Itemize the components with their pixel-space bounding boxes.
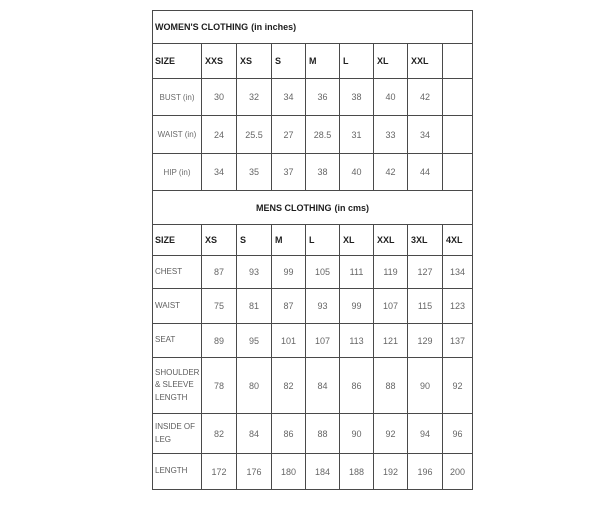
mens-section-value-cell: 107	[306, 324, 340, 358]
mens-section-value-cell: 86	[272, 414, 306, 454]
mens-section-table-row	[153, 256, 473, 289]
mens-section-table-row	[153, 324, 473, 358]
mens-section-size-header-cell: 3XL	[408, 225, 443, 256]
mens-section-value-cell: 107	[374, 289, 408, 324]
mens-section-value-cell: 82	[272, 358, 306, 414]
mens-section-row-label: SHOULDER & SLEEVE LENGTH	[153, 358, 202, 414]
mens-section-value-cell: 176	[237, 454, 272, 490]
womens-section-value-cell: 36	[306, 79, 340, 116]
womens-section-value-cell: 34	[202, 154, 237, 191]
womens-section-value-cell: 34	[272, 79, 306, 116]
womens-section-value-cell: 32	[237, 79, 272, 116]
mens-section-row-label: CHEST	[153, 256, 202, 289]
womens-section-row-label: BUST (in)	[153, 79, 202, 116]
mens-section-value-cell: 88	[306, 414, 340, 454]
mens-section-value-cell: 127	[408, 256, 443, 289]
mens-section-value-cell: 188	[340, 454, 374, 490]
mens-section-value-cell: 99	[272, 256, 306, 289]
womens-section-value-cell: 40	[374, 79, 408, 116]
womens-section-size-header-cell: SIZE	[153, 44, 202, 79]
womens-section-value-cell: 31	[340, 116, 374, 154]
mens-section-value-cell: 99	[340, 289, 374, 324]
mens-section-value-cell: 86	[340, 358, 374, 414]
womens-section-value-cell: 34	[408, 116, 443, 154]
mens-section-size-header-cell: L	[306, 225, 340, 256]
womens-section-value-cell: 24	[202, 116, 237, 154]
mens-section-table-row	[153, 454, 473, 490]
mens-section-size-header-cell: M	[272, 225, 306, 256]
mens-section-size-header-cell: XS	[202, 225, 237, 256]
womens-section-row-label: HIP (in)	[153, 154, 202, 191]
mens-section-value-cell: 92	[443, 358, 473, 414]
mens-section-value-cell: 81	[237, 289, 272, 324]
size-chart	[152, 10, 472, 490]
womens-section-size-header-cell: XXS	[202, 44, 237, 79]
womens-section-title-text: WOMEN'S CLOTHING	[155, 22, 249, 32]
womens-section-size-header-cell: XXL	[408, 44, 443, 79]
womens-section-value-cell: 38	[340, 79, 374, 116]
mens-section-value-cell: 111	[340, 256, 374, 289]
mens-section-size-header-cell: XXL	[374, 225, 408, 256]
mens-section-value-cell: 119	[374, 256, 408, 289]
womens-section-value-cell: 27	[272, 116, 306, 154]
mens-section-size-header-cell: S	[237, 225, 272, 256]
womens-section-value-cell	[443, 116, 473, 154]
womens-section-title	[153, 11, 473, 44]
mens-section-value-cell: 93	[306, 289, 340, 324]
womens-section-value-cell: 33	[374, 116, 408, 154]
mens-section-value-cell: 89	[202, 324, 237, 358]
mens-section-table-row	[153, 414, 473, 454]
mens-section-value-cell: 90	[340, 414, 374, 454]
sizing-chart-table	[152, 10, 473, 490]
womens-section-table-row	[153, 79, 473, 116]
mens-section-value-cell: 94	[408, 414, 443, 454]
mens-section-value-cell: 87	[272, 289, 306, 324]
womens-section-size-header-cell: XL	[374, 44, 408, 79]
mens-section-value-cell: 87	[202, 256, 237, 289]
mens-section-title-row	[153, 191, 473, 225]
womens-section-value-cell: 38	[306, 154, 340, 191]
womens-section-value-cell: 30	[202, 79, 237, 116]
mens-section-value-cell: 121	[374, 324, 408, 358]
womens-section-size-header-cell: L	[340, 44, 374, 79]
mens-section-value-cell: 88	[374, 358, 408, 414]
mens-section-size-header-row	[153, 225, 473, 256]
womens-section-value-cell: 35	[237, 154, 272, 191]
mens-section-table-row	[153, 358, 473, 414]
mens-section-value-cell: 105	[306, 256, 340, 289]
mens-section-value-cell: 84	[237, 414, 272, 454]
womens-section-value-cell: 42	[408, 79, 443, 116]
womens-section-size-header-cell: S	[272, 44, 306, 79]
mens-section-row-label: LENGTH	[153, 454, 202, 490]
mens-section-title-unit: (in cms)	[334, 202, 370, 213]
mens-section-value-cell: 172	[202, 454, 237, 490]
womens-section-size-header-cell	[443, 44, 473, 79]
womens-section-value-cell	[443, 79, 473, 116]
mens-section-value-cell: 180	[272, 454, 306, 490]
mens-section-value-cell: 129	[408, 324, 443, 358]
womens-section-title-row	[153, 11, 473, 44]
mens-section-value-cell: 115	[408, 289, 443, 324]
womens-section-row-label: WAIST (in)	[153, 116, 202, 154]
mens-section-value-cell: 93	[237, 256, 272, 289]
womens-section-title-unit: (in inches)	[251, 22, 297, 32]
mens-section-value-cell: 84	[306, 358, 340, 414]
mens-section-value-cell: 137	[443, 324, 473, 358]
mens-section-size-header-cell: 4XL	[443, 225, 473, 256]
mens-section-value-cell: 75	[202, 289, 237, 324]
womens-section-table-row	[153, 116, 473, 154]
mens-section-table-row	[153, 289, 473, 324]
mens-section-value-cell: 101	[272, 324, 306, 358]
mens-section-title-text: MENS CLOTHING	[256, 202, 332, 213]
sizing-chart-body	[153, 11, 473, 490]
mens-section-size-header-cell: XL	[340, 225, 374, 256]
mens-section-value-cell: 123	[443, 289, 473, 324]
mens-section-value-cell: 184	[306, 454, 340, 490]
womens-section-size-header-cell: M	[306, 44, 340, 79]
womens-section-value-cell: 42	[374, 154, 408, 191]
womens-section-table-row	[153, 154, 473, 191]
mens-section-value-cell: 95	[237, 324, 272, 358]
mens-section-size-header-cell: SIZE	[153, 225, 202, 256]
mens-section-value-cell: 113	[340, 324, 374, 358]
mens-section-value-cell: 192	[374, 454, 408, 490]
mens-section-value-cell: 78	[202, 358, 237, 414]
mens-section-row-label: SEAT	[153, 324, 202, 358]
mens-section-value-cell: 96	[443, 414, 473, 454]
womens-section-value-cell: 37	[272, 154, 306, 191]
womens-section-value-cell	[443, 154, 473, 191]
mens-section-value-cell: 82	[202, 414, 237, 454]
mens-section-value-cell: 92	[374, 414, 408, 454]
mens-section-value-cell: 134	[443, 256, 473, 289]
womens-section-value-cell: 44	[408, 154, 443, 191]
mens-section-value-cell: 196	[408, 454, 443, 490]
womens-section-value-cell: 28.5	[306, 116, 340, 154]
mens-section-row-label: INSIDE OF LEG	[153, 414, 202, 454]
mens-section-row-label: WAIST	[153, 289, 202, 324]
womens-section-size-header-cell: XS	[237, 44, 272, 79]
mens-section-value-cell: 90	[408, 358, 443, 414]
womens-section-value-cell: 40	[340, 154, 374, 191]
mens-section-value-cell: 200	[443, 454, 473, 490]
mens-section-title	[153, 191, 473, 225]
womens-section-value-cell: 25.5	[237, 116, 272, 154]
mens-section-value-cell: 80	[237, 358, 272, 414]
womens-section-size-header-row	[153, 44, 473, 79]
